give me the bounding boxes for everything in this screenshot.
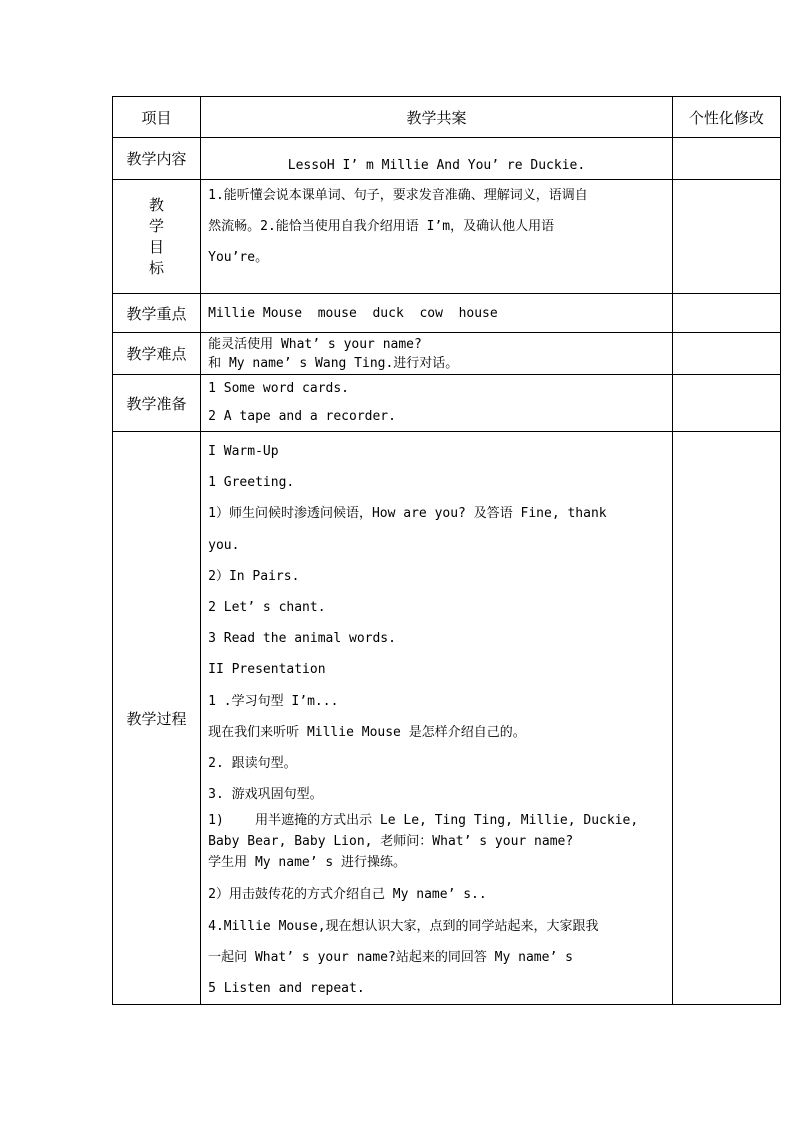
- process-line: Baby Bear, Baby Lion, 老师问：What’ s your name?: [208, 834, 574, 850]
- preparation-text: [201, 375, 673, 432]
- process-line: 5 Listen and repeat.: [208, 981, 365, 997]
- preparation-line: 1 Some word cards.: [208, 381, 350, 396]
- goals-label-char: 教: [149, 195, 165, 214]
- process-line: 一起问 What’ s your name?站起来的同回答 My name’ s: [208, 949, 573, 965]
- goals-label-char: 学: [149, 216, 165, 235]
- difficulties-line: 和 My name’ s Wang Ting.进行对话。: [208, 355, 459, 371]
- process-text: [201, 432, 673, 1005]
- process-line: 4.Millie Mouse,现在想认识大家，点到的同学站起来，大家跟我: [208, 918, 599, 934]
- preparation-row: [113, 375, 781, 432]
- process-line: 2. 跟读句型。: [208, 756, 297, 772]
- goals-label: [113, 180, 201, 294]
- content-label: 教学内容: [113, 138, 201, 180]
- goals-line: 1.能听懂会说本课单词、句子，要求发音准确、理解词义，语调自: [208, 188, 588, 203]
- process-line: 1) 用半遮掩的方式出示 Le Le, Ting Ting, Millie, Duckie,: [208, 813, 639, 829]
- lesson-plan-table: [112, 96, 781, 1005]
- process-edit-cell: [672, 432, 780, 1005]
- goals-label-char: 目: [149, 237, 165, 256]
- key-points-edit-cell: [672, 294, 780, 333]
- process-line: 2）In Pairs.: [208, 568, 300, 584]
- difficulties-row: [113, 333, 781, 375]
- process-line: 3 Read the animal words.: [208, 631, 396, 647]
- process-line: you.: [208, 537, 240, 553]
- preparation-edit-cell: [672, 375, 780, 432]
- goals-line: 然流畅。2.能恰当使用自我介绍用语 I’m，及确认他人用语: [208, 219, 555, 234]
- process-line: I Warm-Up: [208, 444, 279, 459]
- content-edit-cell: [672, 138, 780, 180]
- difficulties-line: 能灵活使用 What’ s your name?: [208, 336, 422, 352]
- process-line: 3. 游戏巩固句型。: [208, 787, 323, 803]
- key-points-label: 教学重点: [113, 294, 201, 333]
- preparation-line: 2 A tape and a recorder.: [208, 409, 396, 424]
- difficulties-text: [201, 333, 673, 375]
- process-line: 学生用 My name’ s 进行操练。: [208, 855, 407, 871]
- key-points-text: [201, 294, 673, 333]
- goals-line: You’re。: [208, 250, 269, 265]
- process-line: 1）师生问候时渗透问候语，How are you? 及答语 Fine, thank: [208, 506, 607, 522]
- process-row: [113, 432, 781, 1005]
- process-line: II Presentation: [208, 662, 326, 678]
- header-personal-edit: 个性化修改: [672, 97, 780, 138]
- process-line: 1 Greeting.: [208, 475, 295, 491]
- goals-text: [201, 180, 673, 294]
- goals-edit-cell: [672, 180, 780, 294]
- lesson-title: LessoH I’ m Millie And You’ re Duckie.: [201, 138, 673, 180]
- process-line: 现在我们来听听 Millie Mouse 是怎样介绍自己的。: [208, 724, 526, 740]
- header-item: 项目: [113, 97, 201, 138]
- difficulties-label: 教学难点: [113, 333, 201, 375]
- difficulties-edit-cell: [672, 333, 780, 375]
- goals-row: [113, 180, 781, 294]
- header-shared-plan: 教学共案: [201, 97, 673, 138]
- key-points-line: Millie Mouse mouse duck cow house: [208, 305, 498, 321]
- key-points-row: [113, 294, 781, 333]
- content-row: [113, 138, 781, 180]
- header-row: [113, 97, 781, 138]
- goals-label-char: 标: [149, 258, 165, 277]
- process-line: 2）用击鼓传花的方式介绍自己 My name’ s..: [208, 887, 487, 903]
- preparation-label: 教学准备: [113, 375, 201, 432]
- process-line: 2 Let’ s chant.: [208, 600, 326, 616]
- process-line: 1 .学习句型 I’m...: [208, 693, 339, 709]
- process-label: 教学过程: [113, 432, 201, 1005]
